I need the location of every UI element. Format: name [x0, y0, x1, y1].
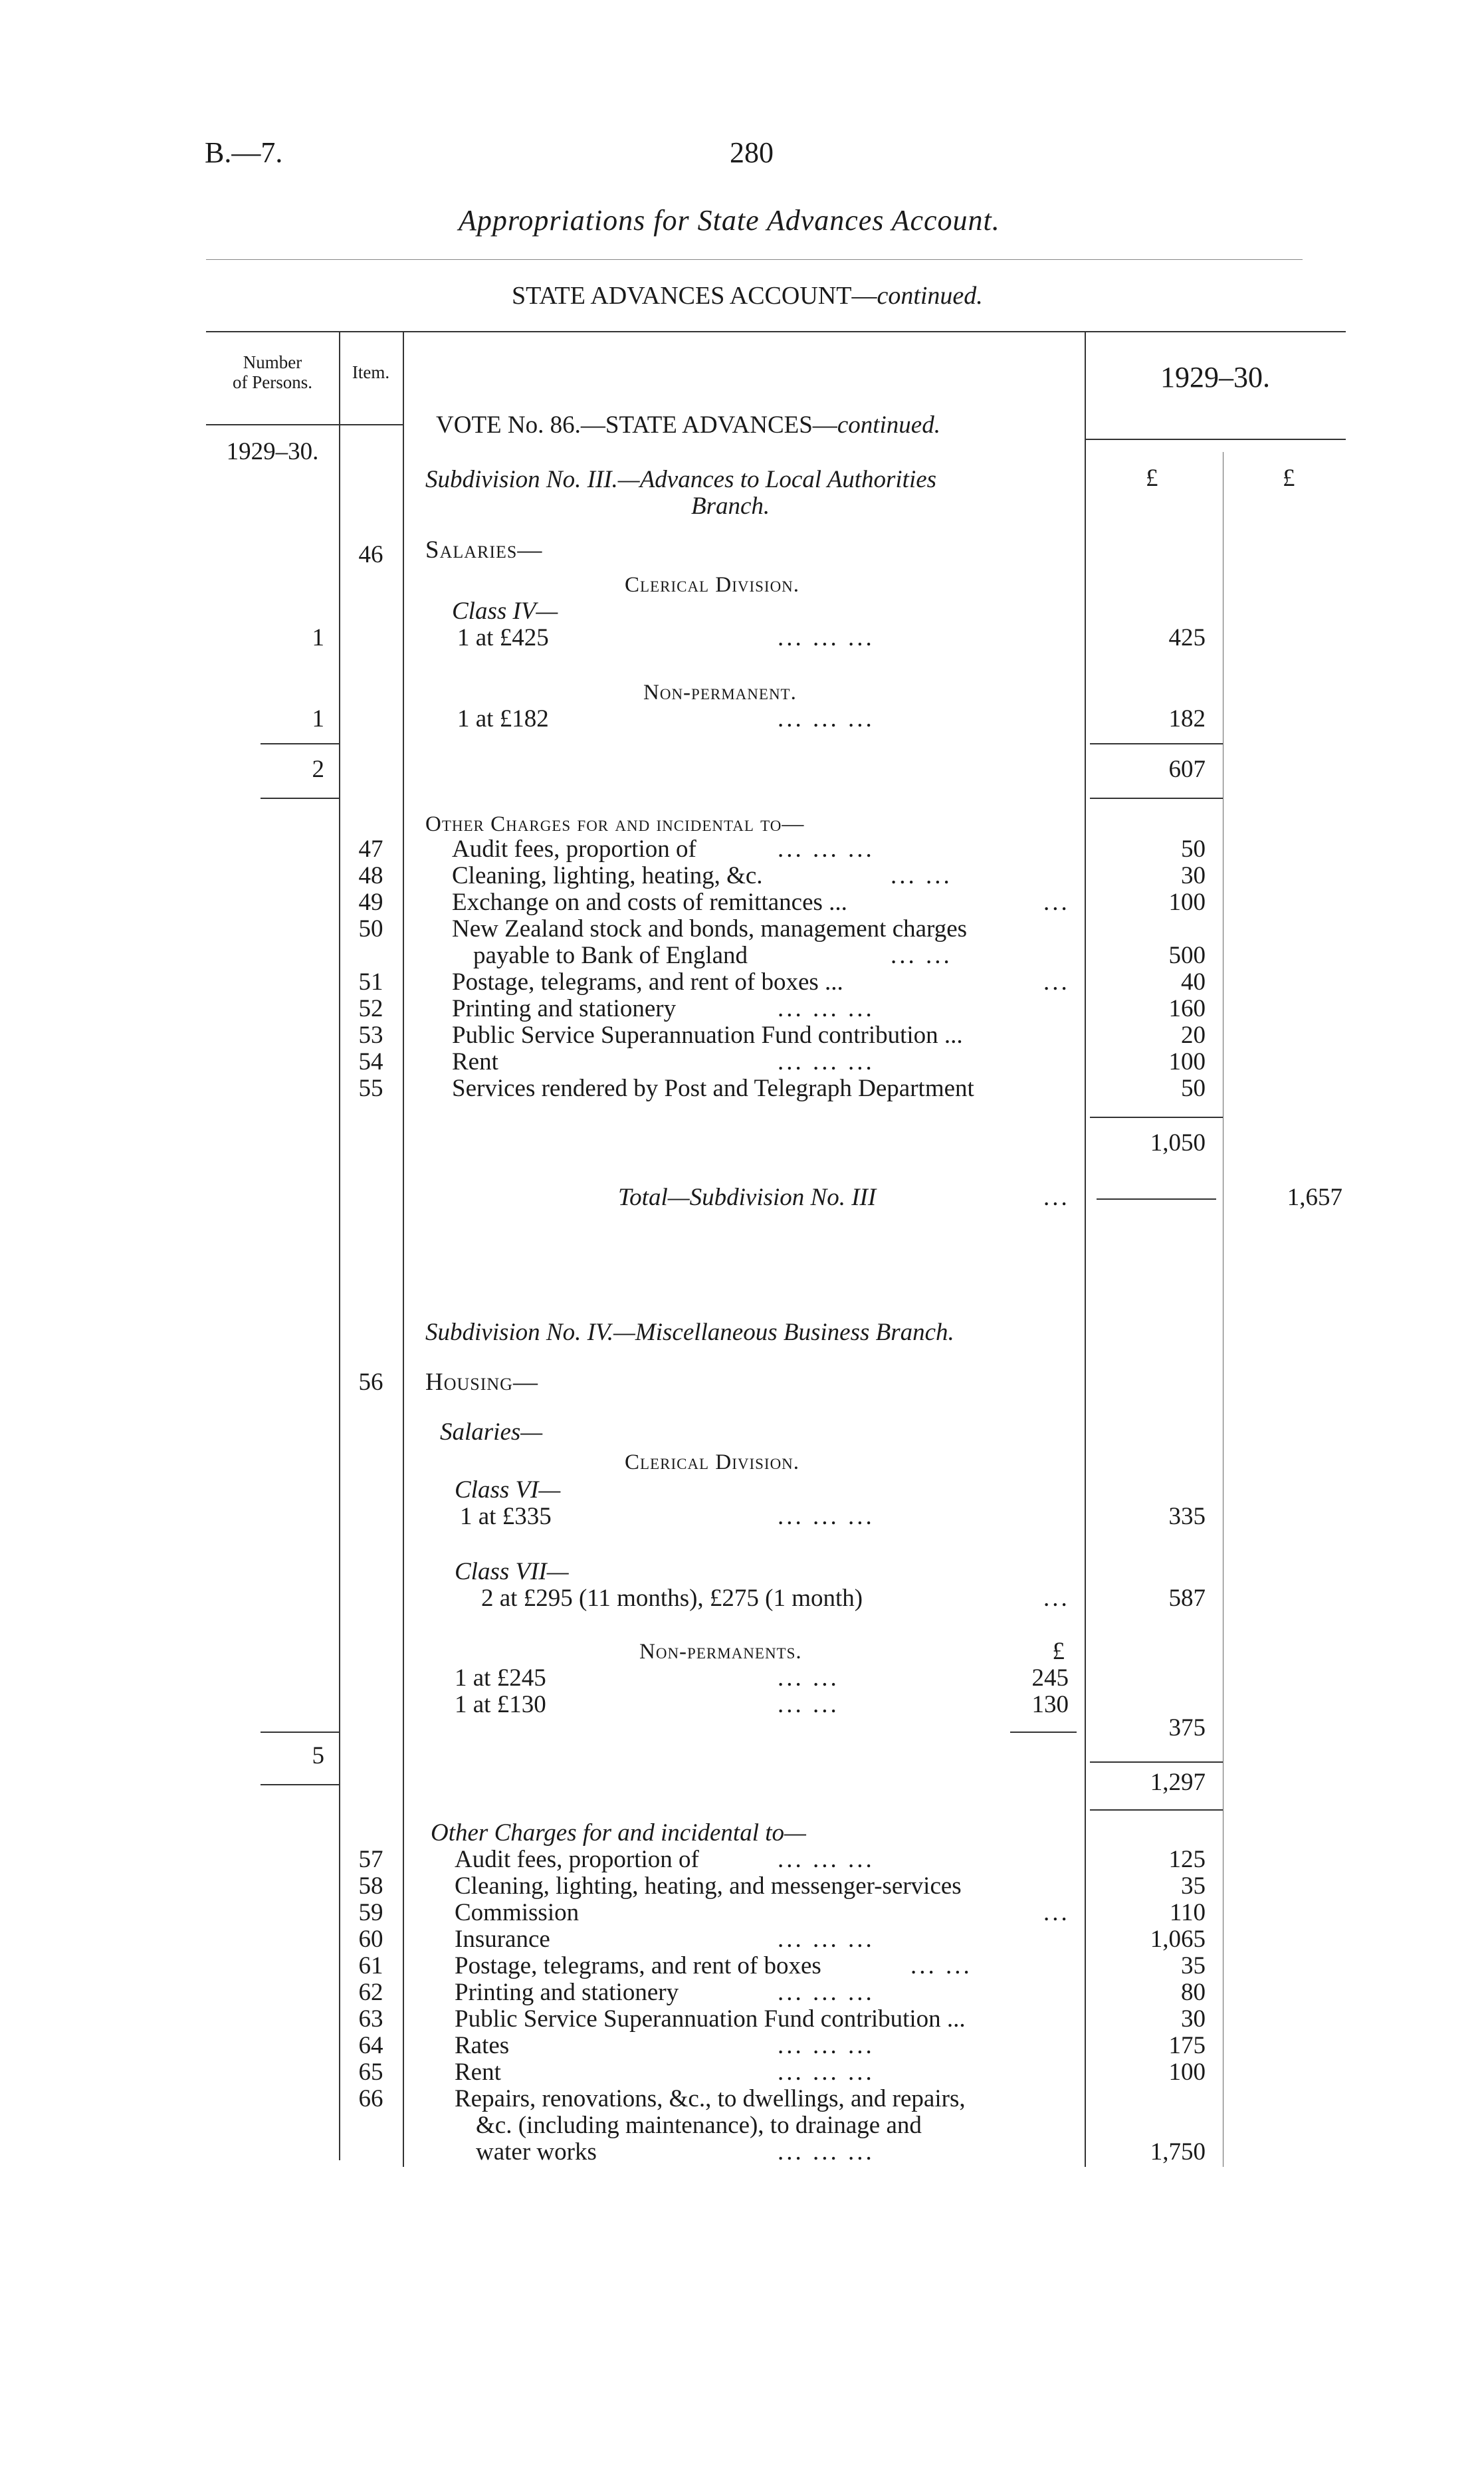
sub4-charge-amount: 110: [1169, 1899, 1206, 1926]
sub3-charge-text: Postage, telegrams, and rent of boxes ...: [452, 968, 843, 996]
sub3-row1-dots: ... ... ...: [778, 624, 875, 651]
sub4-charge-dots: ... ... ...: [778, 2138, 875, 2166]
sub3-charge-text: Rent: [452, 1048, 498, 1075]
sub3-charge-amount: 50: [1181, 1075, 1206, 1102]
sub3-charge-amount: 100: [1168, 1048, 1206, 1075]
sub3-charge-amount: 160: [1168, 995, 1206, 1022]
sub4-charge-text: Rent: [455, 2059, 501, 2086]
pound-sign-1: £: [1146, 465, 1158, 492]
sub4-np-pound: £: [1052, 1638, 1065, 1665]
sub3-charge-item: 47: [358, 836, 383, 863]
sub4-charge-text: &c. (including maintenance), to drainage and: [476, 2112, 922, 2139]
header-number-of-persons: Number of Persons.: [233, 352, 312, 392]
sub4-heading: Subdivision No. IV.—Miscellaneous Business Branch.: [425, 1319, 954, 1346]
sub3-persons-total: 2: [312, 756, 324, 783]
sub4-charge-item: 65: [358, 2059, 383, 2086]
sub4-salaries-end-rule: [1090, 1809, 1223, 1811]
sub4-salaries-total: 1,297: [1150, 1769, 1206, 1796]
sub4-class-vii: Class VII—: [455, 1558, 569, 1585]
sub4-charge-item: 63: [358, 2005, 383, 2033]
sub4-clerical-division: Clerical Division.: [625, 1450, 800, 1474]
sub3-row1-text: 1 at £425: [457, 624, 549, 651]
sub4-salaries-sum-rule: [1090, 1761, 1223, 1763]
sub4-charge-text: Audit fees, proportion of: [455, 1846, 699, 1873]
sub3-clerical-division: Clerical Division.: [625, 573, 800, 597]
sub3-charge-item: 49: [358, 889, 383, 916]
sub3-salaries-end-rule: [1090, 798, 1223, 799]
sub3-charge-item: 48: [358, 862, 383, 889]
sub4-charge-dots: ... ... ...: [778, 1979, 875, 2006]
sub4-charge-dots: ... ... ...: [778, 2059, 875, 2086]
sub4-charge-dots: ...: [1043, 1899, 1070, 1926]
sub4-salaries-label: Salaries—: [440, 1418, 543, 1446]
document-ref: B.—7.: [205, 136, 283, 169]
sub3-salaries-label: Salaries—: [425, 536, 543, 564]
sub4-persons-end-rule: [261, 1784, 339, 1785]
sub3-charge-text: New Zealand stock and bonds, management charges: [452, 915, 968, 943]
sub4-np-row-text: 1 at £245: [455, 1664, 546, 1692]
sub4-row2-dots: ...: [1043, 1585, 1070, 1612]
pound-sign-2: £: [1283, 465, 1295, 492]
sub4-non-permanents: Non-permanents.: [639, 1640, 802, 1664]
sub3-charge-text: Cleaning, lighting, heating, &c.: [452, 862, 763, 889]
sub4-np-total: 375: [1168, 1714, 1206, 1741]
sub4-charge-amount: 80: [1181, 1979, 1206, 2006]
header-item: Item.: [352, 362, 390, 382]
sub4-charge-item: 60: [358, 1926, 383, 1953]
sub3-total-dash: [1097, 1198, 1216, 1200]
sub4-charge-text: Repairs, renovations, &c., to dwellings, and repairs,: [455, 2085, 966, 2112]
sub3-charge-text: Public Service Superannuation Fund contribution ...: [452, 1022, 963, 1049]
sub4-np-row-dots: ... ...: [778, 1691, 839, 1718]
sub4-charge-item: 59: [358, 1899, 383, 1926]
sub4-row1-amount: 335: [1168, 1503, 1206, 1530]
account-subtitle-main: STATE ADVANCES ACCOUNT—: [512, 282, 877, 310]
year-header-rule: [1085, 439, 1346, 440]
sub4-charge-dots: ... ... ...: [778, 1926, 875, 1953]
sub4-class-vi: Class VI—: [455, 1476, 561, 1504]
sub3-row1-persons: 1: [312, 624, 324, 651]
sub4-charge-amount: 125: [1168, 1846, 1206, 1873]
sub3-persons-end-rule: [261, 798, 339, 799]
sub4-charge-amount: 100: [1168, 2059, 1206, 2086]
sub4-charge-item: 58: [358, 1872, 383, 1900]
sub3-charge-text: payable to Bank of England: [473, 942, 748, 969]
sub3-charge-item: 50: [358, 915, 383, 943]
col-rule-text: [1085, 332, 1086, 2167]
sub4-row1-text: 1 at £335: [460, 1503, 552, 1530]
sub4-persons-sum-rule: [261, 1732, 339, 1733]
sub3-total-label: Total—Subdivision No. III: [618, 1184, 877, 1211]
sub4-charge-item: 61: [358, 1952, 383, 1979]
sub4-row2-amount: 587: [1168, 1585, 1206, 1612]
vote-title-main: VOTE No. 86.—STATE ADVANCES—: [436, 411, 837, 439]
sub3-charge-item: 52: [358, 995, 383, 1022]
sub4-charge-dots: ... ... ...: [778, 2032, 875, 2059]
sub4-row1-dots: ... ... ...: [778, 1503, 875, 1530]
title-rule: [206, 259, 1303, 260]
sub3-charge-dots: ...: [1043, 968, 1070, 996]
sub3-row2-dots: ... ... ...: [778, 705, 875, 732]
sub4-charge-item: 57: [358, 1846, 383, 1873]
sub4-charge-text: Commission: [455, 1899, 580, 1926]
sub4-np-sum-rule: [1010, 1732, 1077, 1733]
sub4-np-row-dots: ... ...: [778, 1664, 839, 1692]
sub4-charge-text: water works: [476, 2138, 597, 2166]
sub4-item-56: 56: [358, 1369, 383, 1396]
sub4-charge-amount: 30: [1181, 2005, 1206, 2033]
vote-title-cont: continued.: [837, 411, 940, 439]
sub3-charge-amount: 100: [1168, 889, 1206, 916]
sub3-charge-dots: ... ... ...: [778, 1048, 875, 1075]
sub4-charge-dots: ... ... ...: [778, 1846, 875, 1873]
table-top-rule: [206, 331, 1346, 332]
header-year: 1929–30.: [1160, 361, 1270, 393]
sub4-np-row-value: 130: [1031, 1691, 1069, 1718]
sub4-charge-item: 66: [358, 2085, 383, 2112]
sub3-charge-dots: ... ...: [891, 862, 952, 889]
sub4-charge-text: Cleaning, lighting, heating, and messenger-services: [455, 1872, 962, 1900]
sub4-charge-amount: 175: [1168, 2032, 1206, 2059]
sub3-heading-line1: Subdivision No. III.—Advances to Local Authorities: [425, 466, 937, 493]
sub4-other-charges: Other Charges for and incidental to—: [431, 1819, 806, 1847]
sub3-class-iv: Class IV—: [452, 598, 558, 625]
sub4-np-row-text: 1 at £130: [455, 1691, 546, 1718]
sub3-item-46: 46: [358, 541, 383, 568]
sub4-charge-item: 62: [358, 1979, 383, 2006]
sub3-row2-amount: 182: [1168, 705, 1206, 732]
sub3-other-charges: Other Charges for and incidental to—: [425, 812, 805, 836]
sub3-charge-text: Printing and stationery: [452, 995, 677, 1022]
sub4-charge-amount: 35: [1181, 1872, 1206, 1900]
sub3-charge-text: Audit fees, proportion of: [452, 836, 696, 863]
sub4-charge-dots: ... ...: [910, 1952, 972, 1979]
sub3-heading-line2: Branch.: [691, 493, 770, 520]
col-rule-item: [403, 332, 404, 2167]
page-title: Appropriations for State Advances Account.: [459, 204, 1000, 237]
sub3-charges-total: 1,050: [1150, 1129, 1206, 1157]
sub3-charge-item: 53: [358, 1022, 383, 1049]
account-subtitle: [512, 282, 983, 309]
sub4-charge-text: Postage, telegrams, and rent of boxes: [455, 1952, 821, 1979]
sub3-salaries-sum-rule: [1090, 743, 1223, 744]
sub3-charge-amount: 30: [1181, 862, 1206, 889]
sub3-row1-amount: 425: [1168, 624, 1206, 651]
sub3-charge-dots: ... ...: [891, 942, 952, 969]
sub3-charge-amount: 40: [1181, 968, 1206, 996]
sub3-total-amount: 1,657: [1287, 1184, 1342, 1211]
sub3-charge-item: 54: [358, 1048, 383, 1075]
sub3-charge-dots: ... ... ...: [778, 995, 875, 1022]
persons-header-rule: [206, 424, 339, 425]
sub3-row2-text: 1 at £182: [457, 705, 549, 732]
sub4-charge-item: 64: [358, 2032, 383, 2059]
sub3-salaries-total: 607: [1168, 756, 1206, 783]
persons-year: 1929–30.: [226, 438, 319, 465]
sub4-row2-text: 2 at £295 (11 months), £275 (1 month): [481, 1585, 863, 1612]
sub3-charge-amount: 500: [1168, 942, 1206, 969]
sub4-housing-label: Housing—: [425, 1369, 538, 1396]
account-subtitle-cont: continued.: [877, 282, 983, 310]
sub3-charge-amount: 20: [1181, 1022, 1206, 1049]
sub3-total-dots: ...: [1043, 1184, 1070, 1211]
sub3-charge-dots: ... ... ...: [778, 836, 875, 863]
sub4-charge-text: Printing and stationery: [455, 1979, 679, 2006]
sub4-charge-amount: 1,065: [1150, 1926, 1206, 1953]
sub4-charge-text: Rates: [455, 2032, 510, 2059]
sub3-charges-sum-rule: [1090, 1117, 1223, 1118]
vote-title: [436, 412, 940, 439]
sub3-charge-amount: 50: [1181, 836, 1206, 863]
sub3-persons-sum-rule: [261, 743, 339, 744]
sub4-charge-text: Public Service Superannuation Fund contribution ...: [455, 2005, 966, 2033]
sub3-charge-text: Exchange on and costs of remittances ...: [452, 889, 847, 916]
sub3-non-permanent: Non-permanent.: [643, 681, 797, 705]
sub4-np-row-value: 245: [1031, 1664, 1069, 1692]
sub3-charge-dots: ...: [1043, 889, 1070, 916]
item-header-rule: [339, 424, 403, 425]
sub3-charge-item: 55: [358, 1075, 383, 1102]
sub3-charge-text: Services rendered by Post and Telegraph Department: [452, 1075, 974, 1102]
sub4-charge-amount: 1,750: [1150, 2138, 1206, 2166]
sub3-row2-persons: 1: [312, 705, 324, 732]
sub4-charge-amount: 35: [1181, 1952, 1206, 1979]
sub3-charge-item: 51: [358, 968, 383, 996]
sub4-persons-total: 5: [312, 1742, 324, 1769]
sub4-charge-text: Insurance: [455, 1926, 550, 1953]
page-number: 280: [730, 136, 774, 169]
